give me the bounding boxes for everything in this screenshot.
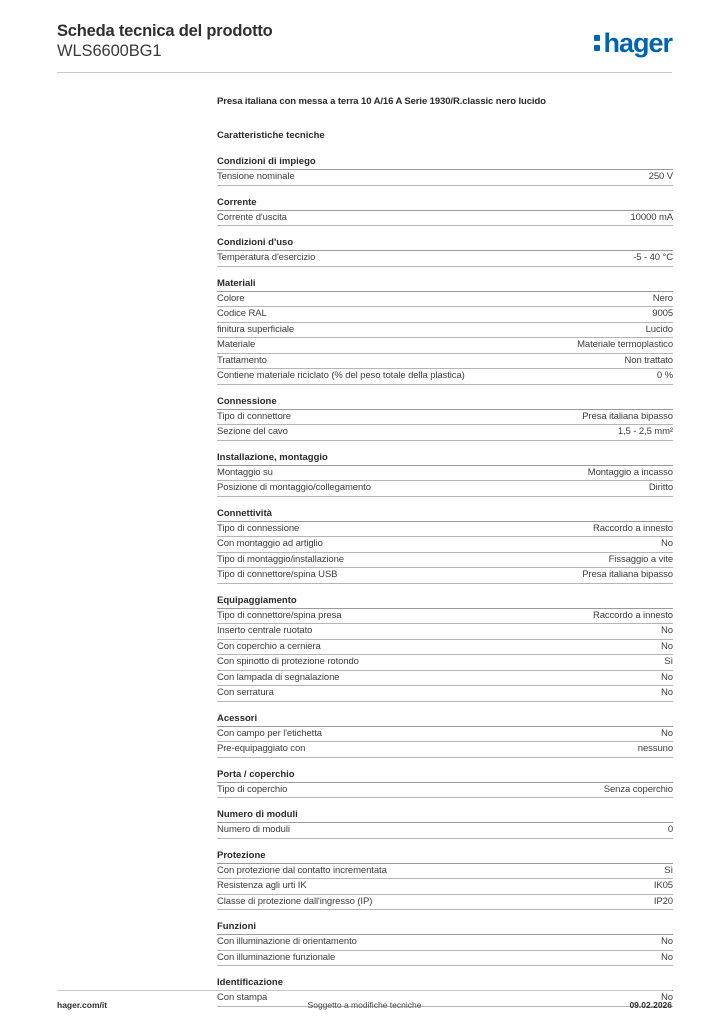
spec-value: No xyxy=(661,640,673,652)
spec-value: No xyxy=(661,936,673,947)
spec-row xyxy=(217,686,673,702)
logo-text: hager xyxy=(603,27,672,58)
spec-group xyxy=(217,155,673,186)
spec-label: Con lampada di segnalazione xyxy=(217,671,340,683)
spec-value: Senza coperchio xyxy=(603,783,673,795)
spec-group xyxy=(217,849,673,911)
spec-value: Montaggio a incasso xyxy=(587,466,673,478)
group-title: Condizioni d'uso xyxy=(217,236,673,251)
spec-label: Tipo di connettore/spina presa xyxy=(217,609,342,621)
product-description: Presa italiana con messa a terra 10 A/16 A Serie 1930/R.classic nero lucido xyxy=(217,96,546,107)
spec-row xyxy=(217,307,673,323)
spec-label: Materiale xyxy=(217,339,256,350)
group-title: Connessione xyxy=(217,395,673,410)
spec-value: Presa italiana bipasso xyxy=(582,569,673,580)
spec-value: Non trattato xyxy=(624,354,673,366)
spec-row xyxy=(217,624,673,640)
spec-row xyxy=(217,727,673,743)
spec-value: Diritto xyxy=(648,482,673,493)
spec-content xyxy=(217,95,673,1017)
spec-value: Nero xyxy=(652,292,673,304)
spec-label: finitura superficiale xyxy=(217,323,295,335)
spec-value: 0 % xyxy=(656,370,673,381)
spec-label: Tipo di connettore xyxy=(217,410,291,422)
spec-label: Numero di moduli xyxy=(217,824,290,835)
spec-label: Con illuminazione funzionale xyxy=(217,951,336,963)
spec-value: 9005 xyxy=(652,308,673,319)
spec-value: nessuno xyxy=(637,743,673,754)
group-title: Corrente xyxy=(217,196,673,211)
spec-value: Sì xyxy=(664,656,673,667)
spec-group xyxy=(217,808,673,839)
group-title: Protezione xyxy=(217,849,673,864)
spec-group xyxy=(217,196,673,227)
spec-row xyxy=(217,568,673,584)
spec-row xyxy=(217,537,673,553)
spec-value: Lucido xyxy=(645,323,673,335)
group-title: Materiali xyxy=(217,277,673,292)
spec-value: 0 xyxy=(667,824,673,835)
spec-value: 250 V xyxy=(648,171,673,182)
spec-groups xyxy=(217,155,673,1007)
spec-group xyxy=(217,594,673,702)
footer-note: Soggetto a modifiche tecniche xyxy=(307,1000,422,1010)
spec-label: Tipo di connessione xyxy=(217,522,300,534)
spec-row xyxy=(217,466,673,482)
group-title: Funzioni xyxy=(217,920,673,935)
spec-value: 1,5 - 2,5 mm² xyxy=(617,426,673,437)
spec-label: Corrente d'uscita xyxy=(217,211,287,223)
spec-label: Con stampa xyxy=(217,992,268,1003)
document-title: Scheda tecnica del prodotto xyxy=(57,22,273,40)
spec-value: No xyxy=(661,687,673,698)
spec-label: Trattamento xyxy=(217,354,267,366)
spec-label: Codice RAL xyxy=(217,308,267,319)
footer-date: 09.02.2026 xyxy=(629,1000,672,1010)
spec-label: Temperatura d'esercizio xyxy=(217,252,316,263)
spec-label: Resistenza agli urti IK xyxy=(217,880,307,891)
spec-label: Con protezione dal contatto incrementata xyxy=(217,864,387,876)
logo-colon-icon xyxy=(594,30,601,56)
spec-label: Tipo di coperchio xyxy=(217,783,288,795)
spec-label: Sezione del cavo xyxy=(217,426,288,437)
spec-value: 10000 mA xyxy=(630,211,673,223)
spec-value: No xyxy=(661,951,673,963)
page-header xyxy=(57,20,672,70)
spec-label: Tipo di connettore/spina USB xyxy=(217,569,338,580)
spec-row xyxy=(217,211,673,227)
section-title: Caratteristiche tecniche xyxy=(217,130,325,141)
group-title: Installazione, montaggio xyxy=(217,451,673,466)
spec-value: No xyxy=(661,671,673,683)
spec-label: Contiene materiale riciclato (% del peso totale della plastica) xyxy=(217,370,465,381)
spec-row xyxy=(217,338,673,354)
group-title: Equipaggiamento xyxy=(217,594,673,609)
spec-group xyxy=(217,451,673,497)
footer-website[interactable]: hager.com/it xyxy=(57,1000,108,1010)
spec-label: Con serratura xyxy=(217,687,274,698)
header-divider xyxy=(57,72,672,73)
spec-label: Pre-equipaggiato con xyxy=(217,743,306,754)
spec-value: Fissaggio a vite xyxy=(608,553,673,565)
spec-label: Inserto centrale ruotato xyxy=(217,625,313,636)
spec-row xyxy=(217,354,673,370)
spec-value: Raccordo a innesto xyxy=(592,522,673,534)
spec-value: IK05 xyxy=(653,880,673,891)
spec-row xyxy=(217,170,673,186)
spec-group xyxy=(217,395,673,441)
spec-value: Materiale termoplastico xyxy=(577,339,673,350)
spec-row xyxy=(217,671,673,687)
spec-row xyxy=(217,655,673,671)
spec-group xyxy=(217,768,673,799)
spec-value: IP20 xyxy=(653,895,673,907)
group-title: Condizioni di impiego xyxy=(217,155,673,170)
spec-value: -5 - 40 °C xyxy=(633,252,673,263)
spec-value: No xyxy=(661,727,673,739)
spec-label: Tipo di montaggio/installazione xyxy=(217,553,344,565)
spec-row xyxy=(217,522,673,538)
spec-row xyxy=(217,823,673,839)
spec-row xyxy=(217,425,673,441)
spec-group xyxy=(217,236,673,267)
spec-row xyxy=(217,864,673,880)
group-title: Identificazione xyxy=(217,976,673,991)
spec-row xyxy=(217,323,673,339)
spec-value: No xyxy=(661,625,673,636)
spec-row xyxy=(217,895,673,911)
group-title: Porta / coperchio xyxy=(217,768,673,783)
spec-label: Con campo per l'etichetta xyxy=(217,727,322,739)
page-footer xyxy=(57,998,672,1012)
spec-group xyxy=(217,712,673,758)
spec-row xyxy=(217,251,673,267)
spec-value: Sì xyxy=(664,864,673,876)
group-title: Numero di moduli xyxy=(217,808,673,823)
spec-row xyxy=(217,609,673,625)
spec-row xyxy=(217,410,673,426)
spec-label: Con montaggio ad artiglio xyxy=(217,538,323,549)
hager-logo xyxy=(594,26,672,60)
product-code: WLS6600BG1 xyxy=(57,42,162,60)
spec-label: Con spinotto di protezione rotondo xyxy=(217,656,359,667)
spec-row xyxy=(217,783,673,799)
spec-group xyxy=(217,507,673,584)
spec-group xyxy=(217,277,673,385)
group-title: Acessori xyxy=(217,712,673,727)
spec-row xyxy=(217,553,673,569)
spec-label: Con coperchio a cerniera xyxy=(217,640,321,652)
group-title: Connettività xyxy=(217,507,673,522)
spec-value: No xyxy=(661,992,673,1003)
spec-row xyxy=(217,481,673,497)
spec-label: Colore xyxy=(217,292,245,304)
spec-label: Posizione di montaggio/collegamento xyxy=(217,482,371,493)
spec-row xyxy=(217,640,673,656)
spec-label: Tensione nominale xyxy=(217,171,295,182)
spec-row xyxy=(217,369,673,385)
footer-divider xyxy=(57,990,672,991)
spec-row xyxy=(217,951,673,967)
spec-value: No xyxy=(661,538,673,549)
spec-label: Con illuminazione di orientamento xyxy=(217,936,357,947)
spec-row xyxy=(217,879,673,895)
spec-label: Classe di protezione dall'ingresso (IP) xyxy=(217,895,373,907)
spec-value: Presa italiana bipasso xyxy=(582,410,673,422)
spec-group xyxy=(217,920,673,966)
spec-row xyxy=(217,742,673,758)
spec-label: Montaggio su xyxy=(217,466,273,478)
spec-row xyxy=(217,935,673,951)
spec-row xyxy=(217,292,673,308)
spec-value: Raccordo a innesto xyxy=(592,609,673,621)
